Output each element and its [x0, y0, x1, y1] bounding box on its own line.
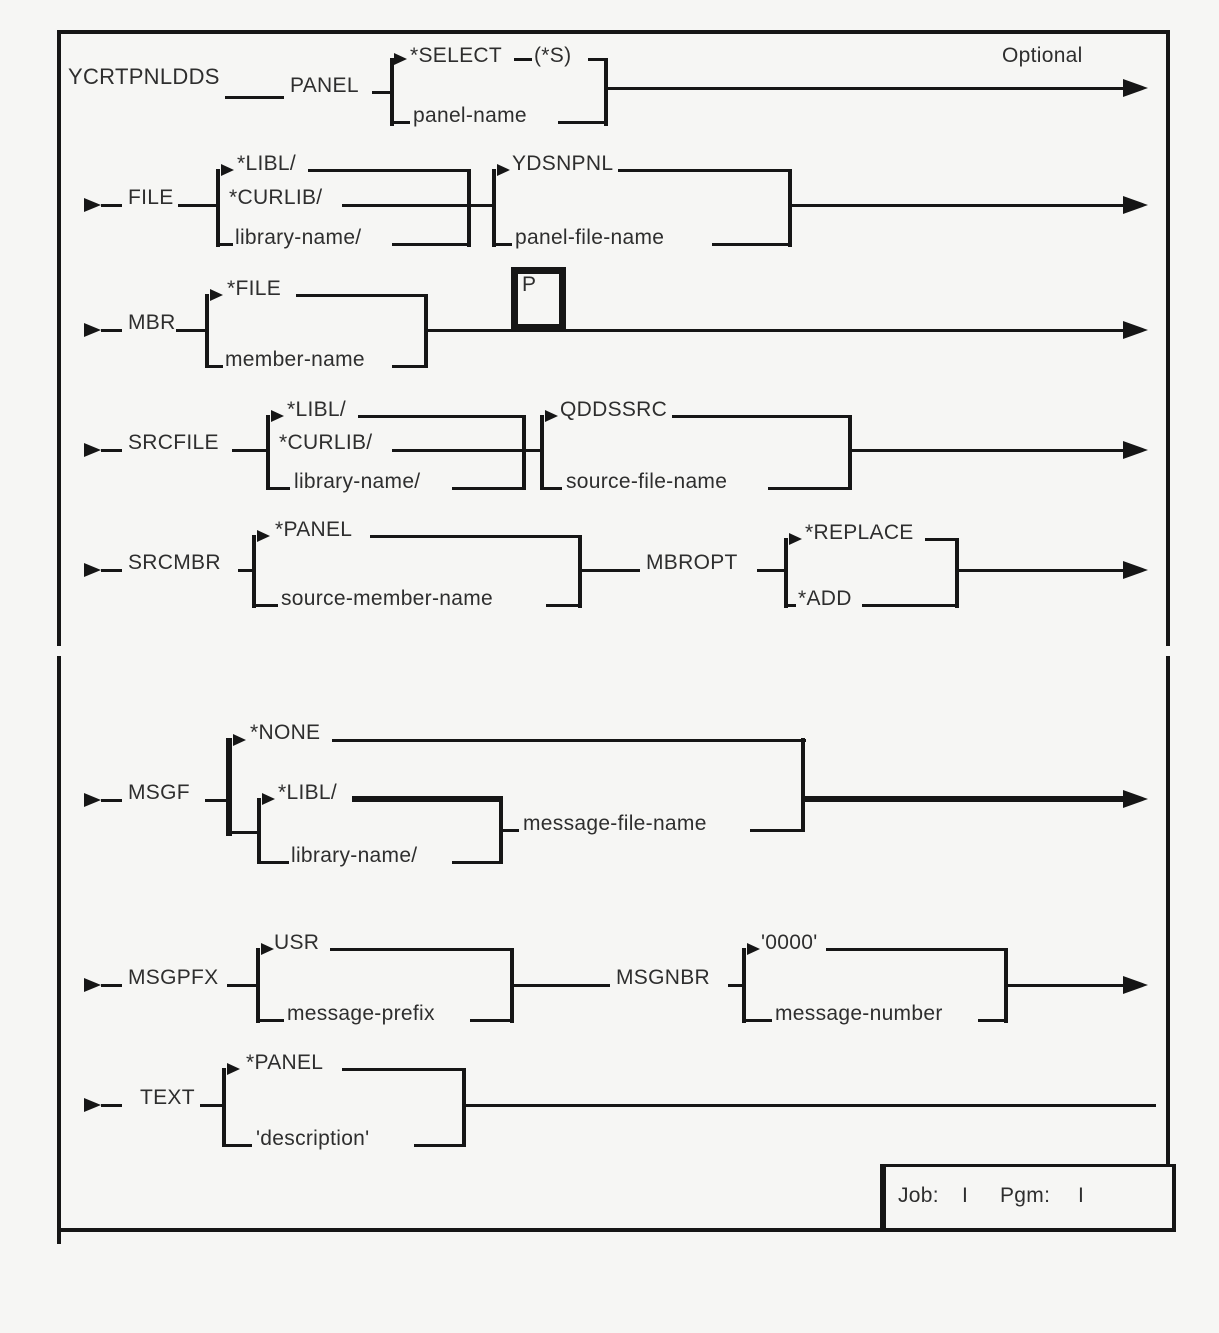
main-line: [848, 449, 1126, 452]
msgf-lib-alt: library-name/: [291, 844, 418, 867]
main-line: [955, 569, 1126, 572]
branch-line: [862, 604, 958, 607]
bracket-left: [784, 538, 788, 608]
msgpfx-alt: message-prefix: [287, 1002, 435, 1025]
frame-left-border-lower: [57, 656, 61, 1244]
panel-alt-value: panel-name: [413, 104, 527, 127]
default-choice-arrow-icon: [394, 53, 407, 65]
default-choice-arrow-icon: [789, 533, 802, 545]
main-line: [510, 984, 610, 987]
pgm-label: Pgm:: [1000, 1184, 1051, 1207]
main-line: [101, 569, 122, 572]
panel-keyword: PANEL: [290, 74, 359, 97]
row-start-arrow-icon: [84, 1098, 101, 1112]
branch-line: [925, 538, 958, 541]
branch-line: [452, 861, 503, 864]
branch-line: [308, 169, 470, 172]
bracket-left: [256, 948, 260, 1023]
branch-line: [514, 58, 532, 61]
branch-line: [492, 243, 512, 246]
main-line: [788, 204, 1126, 207]
branch-line: [470, 1019, 513, 1022]
frame-right-border-lower: [1166, 656, 1170, 1232]
bracket-left: [216, 169, 220, 247]
branch-line: [452, 487, 526, 490]
msgf-none-option: *NONE: [250, 721, 321, 744]
main-line: [178, 204, 220, 207]
file-keyword: FILE: [128, 186, 174, 209]
bracket-left: [742, 948, 746, 1023]
mbropt-default: *REPLACE: [805, 521, 914, 544]
main-line: [801, 796, 1126, 802]
branch-line: [257, 861, 289, 864]
row-start-arrow-icon: [84, 323, 101, 337]
branch-line: [978, 1019, 1007, 1022]
mbr-default: *FILE: [227, 277, 282, 300]
branch-line: [332, 739, 806, 742]
srcfile-lib-alt: library-name/: [294, 470, 421, 493]
main-line: [604, 87, 1125, 90]
default-choice-arrow-icon: [271, 410, 284, 422]
bracket-right: [604, 58, 608, 126]
file-lib-default: *LIBL/: [237, 152, 297, 175]
branch-line: [558, 121, 607, 124]
bracket-left: [226, 738, 232, 836]
text-alt: 'description': [256, 1127, 370, 1150]
bracket-right: [462, 1068, 466, 1147]
branch-line: [358, 415, 526, 418]
row-start-arrow-icon: [84, 198, 101, 212]
branch-line: [370, 535, 582, 538]
default-choice-arrow-icon: [233, 734, 246, 746]
srcfile-keyword: SRCFILE: [128, 431, 219, 454]
branch-line: [252, 604, 278, 607]
main-line: [232, 449, 270, 452]
row-end-arrow-icon: [1123, 321, 1148, 339]
branch-line: [330, 948, 513, 951]
msgf-keyword: MSGF: [128, 781, 190, 804]
main-line: [467, 204, 495, 207]
bracket-left: [252, 535, 256, 608]
msgnbr-alt: message-number: [775, 1002, 943, 1025]
branch-line: [499, 829, 519, 832]
default-choice-arrow-icon: [262, 793, 275, 805]
bracket-right: [801, 738, 805, 832]
msgpfx-keyword: MSGPFX: [128, 966, 219, 989]
text-default: *PANEL: [246, 1051, 324, 1074]
main-line: [342, 204, 470, 207]
main-line: [101, 449, 122, 452]
file-lib-second: *CURLIB/: [229, 186, 323, 209]
row-start-arrow-icon: [84, 793, 101, 807]
branch-line: [266, 487, 290, 490]
branch-line: [226, 831, 260, 834]
page-connector-label: P: [522, 273, 537, 296]
main-line: [101, 204, 122, 207]
main-line: [101, 984, 122, 987]
bracket-left: [540, 415, 544, 490]
bracket-left: [390, 58, 394, 126]
main-line: [101, 1104, 122, 1107]
bracket-left: [205, 294, 209, 368]
branch-line: [352, 796, 502, 802]
msgf-file-value: message-file-name: [523, 812, 707, 835]
branch-line: [205, 365, 223, 368]
branch-line: [546, 604, 582, 607]
frame-left-border-upper: [57, 30, 61, 646]
srcfile-lib-default: *LIBL/: [287, 398, 347, 421]
job-label: Job:: [898, 1184, 939, 1207]
mbropt-alt: *ADD: [798, 587, 852, 610]
branch-line: [672, 415, 851, 418]
srcfile-lib-second: *CURLIB/: [279, 431, 373, 454]
branch-line: [826, 948, 1007, 951]
default-choice-arrow-icon: [497, 164, 510, 176]
command-name: YCRTPNLDDS: [68, 64, 220, 89]
default-choice-arrow-icon: [221, 164, 234, 176]
branch-line: [784, 604, 796, 607]
job-value: I: [962, 1184, 969, 1207]
branch-line: [216, 243, 233, 246]
main-line: [1004, 984, 1126, 987]
branch-line: [768, 487, 851, 490]
bracket-right: [522, 415, 526, 490]
branch-line: [750, 829, 805, 832]
branch-line: [414, 1144, 465, 1147]
branch-line: [712, 243, 791, 246]
bracket-right: [848, 415, 852, 490]
main-line: [225, 96, 284, 99]
frame-top-border: [57, 30, 1170, 34]
default-choice-arrow-icon: [261, 943, 274, 955]
frame-right-border-upper: [1166, 30, 1170, 646]
main-line: [757, 569, 787, 572]
srcmbr-alt: source-member-name: [281, 587, 493, 610]
branch-line: [618, 169, 791, 172]
main-line: [101, 799, 122, 802]
panel-default-suffix: (*S): [534, 44, 572, 67]
srcmbr-default: *PANEL: [275, 518, 353, 541]
file-lib-alt: library-name/: [235, 226, 362, 249]
row-end-arrow-icon: [1123, 790, 1148, 808]
bracket-right: [955, 538, 959, 608]
default-choice-arrow-icon: [747, 943, 760, 955]
msgnbr-default: '0000': [761, 931, 818, 954]
main-line: [176, 329, 208, 332]
row-end-arrow-icon: [1123, 196, 1148, 214]
main-line: [372, 91, 392, 94]
row-end-arrow-icon: [1123, 79, 1148, 97]
srcfile-default: QDDSSRC: [560, 398, 668, 421]
text-keyword: TEXT: [140, 1086, 195, 1109]
bracket-right: [467, 169, 471, 247]
branch-line: [296, 294, 427, 297]
msgnbr-keyword: MSGNBR: [616, 966, 710, 989]
branch-line: [392, 365, 427, 368]
bracket-right: [788, 169, 792, 247]
page-connector-box: [511, 267, 566, 331]
row-end-arrow-icon: [1123, 561, 1148, 579]
branch-line: [392, 243, 470, 246]
default-choice-arrow-icon: [210, 289, 223, 301]
bracket-left: [257, 798, 261, 864]
row-end-arrow-icon: [1123, 441, 1148, 459]
default-choice-arrow-icon: [227, 1063, 240, 1075]
main-line: [462, 1104, 1156, 1107]
branch-line: [390, 121, 410, 124]
pgm-value: I: [1078, 1184, 1085, 1207]
msgf-lib-default: *LIBL/: [278, 781, 338, 804]
default-choice-arrow-icon: [545, 410, 558, 422]
panel-default-value: *SELECT: [410, 44, 502, 67]
branch-line: [742, 1019, 772, 1022]
row-end-arrow-icon: [1123, 976, 1148, 994]
main-line: [578, 569, 640, 572]
file-alt: panel-file-name: [515, 226, 665, 249]
mbr-alt: member-name: [225, 348, 365, 371]
default-choice-arrow-icon: [257, 530, 270, 542]
file-default: YDSNPNL: [512, 152, 614, 175]
row-start-arrow-icon: [84, 443, 101, 457]
main-line: [392, 449, 526, 452]
branch-line: [540, 487, 562, 490]
mbr-keyword: MBR: [128, 311, 176, 334]
main-line: [227, 984, 259, 987]
optional-label: Optional: [1002, 44, 1083, 67]
main-line: [101, 329, 122, 332]
row-start-arrow-icon: [84, 563, 101, 577]
row-start-arrow-icon: [84, 978, 101, 992]
msgpfx-default: USR: [274, 931, 320, 954]
bracket-left: [266, 415, 270, 490]
bracket-left: [492, 169, 496, 247]
srcfile-alt: source-file-name: [566, 470, 728, 493]
srcmbr-keyword: SRCMBR: [128, 551, 221, 574]
bracket-left: [222, 1068, 226, 1147]
branch-line: [342, 1068, 465, 1071]
branch-line: [256, 1019, 284, 1022]
branch-line: [222, 1144, 252, 1147]
mbropt-keyword: MBROPT: [646, 551, 738, 574]
